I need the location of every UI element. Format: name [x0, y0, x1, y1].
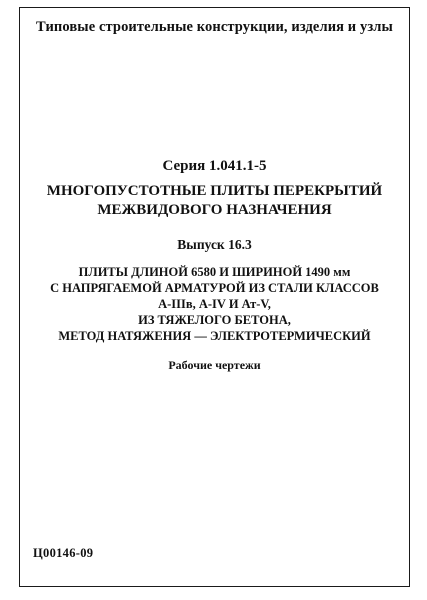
description-line: ПЛИТЫ ДЛИНОЙ 6580 И ШИРИНОЙ 1490 мм: [78, 265, 351, 279]
description-line: С НАПРЯГАЕМОЙ АРМАТУРОЙ ИЗ СТАЛИ КЛАССОВ: [50, 281, 379, 295]
series-number: Серия 1.041.1-5: [162, 158, 267, 174]
main-title-line: МЕЖВИДОВОГО НАЗНАЧЕНИЯ: [97, 202, 332, 218]
document-type: Рабочие чертежи: [168, 358, 261, 372]
header-title: Типовые строительные конструкции, изделия и узлы: [36, 19, 393, 35]
main-title: [20, 182, 409, 220]
page-frame: [19, 7, 410, 587]
main-title-line: МНОГОПУСТОТНЫЕ ПЛИТЫ ПЕРЕКРЫТИЙ: [46, 183, 383, 199]
description-line: ИЗ ТЯЖЕЛОГО БЕТОНА,: [138, 313, 291, 327]
description-line: А-IIIв, А-IV И Ат-V,: [158, 297, 271, 311]
document-code: Ц00146-09: [33, 546, 94, 560]
description-line: МЕТОД НАТЯЖЕНИЯ — ЭЛЕКТРОТЕРМИЧЕСКИЙ: [58, 329, 371, 343]
product-description: [20, 264, 409, 344]
issue-number: Выпуск 16.3: [177, 237, 252, 252]
